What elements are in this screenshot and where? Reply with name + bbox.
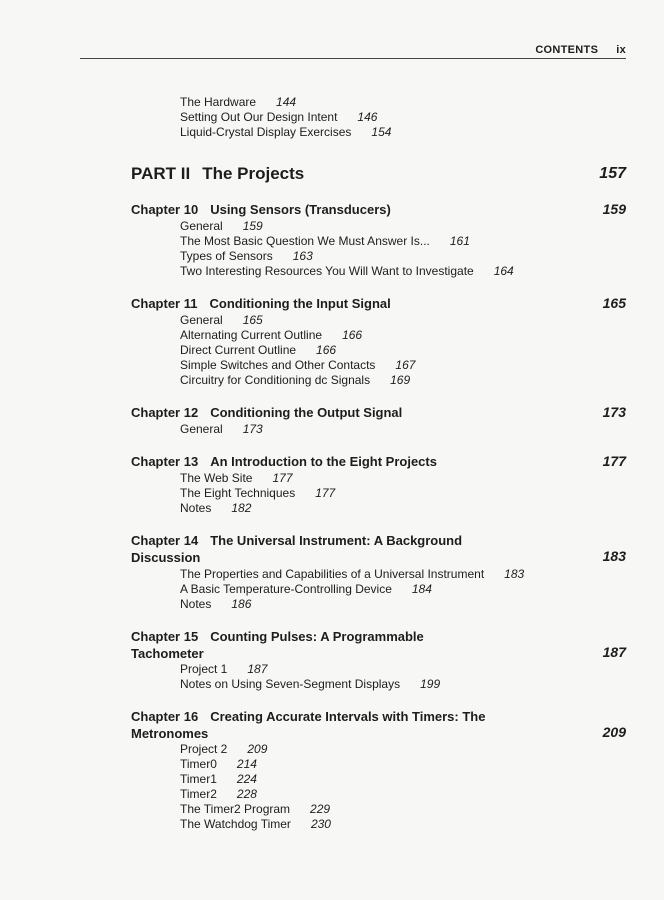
header-rule (80, 58, 626, 59)
toc-entry: The Watchdog Timer 230 (180, 817, 331, 831)
toc-entry: Two Interesting Resources You Will Want to Investigate 164 (180, 264, 514, 278)
chapter-heading: Chapter 16 Creating Accurate Intervals with Timers: The Metronomes (131, 709, 486, 741)
chapter-page-number: 159 (602, 201, 626, 217)
toc-entry: Alternating Current Outline 166 (180, 328, 363, 342)
toc-entry: Notes on Using Seven-Segment Displays 199 (180, 677, 441, 691)
toc-entry: The Timer2 Program 229 (180, 802, 331, 816)
toc-entry: Timer2 228 (180, 787, 257, 801)
toc-entry: Liquid-Crystal Display Exercises 154 (180, 125, 392, 139)
toc-entry: Notes 182 (180, 501, 252, 515)
toc-entry: General 165 (180, 313, 263, 327)
chapter-page-number: 165 (602, 295, 626, 311)
toc-entry: Types of Sensors 163 (180, 249, 313, 263)
toc-entry: The Most Basic Question We Must Answer Is... 161 (180, 234, 470, 248)
running-head (535, 44, 626, 56)
toc-entry: The Properties and Capabilities of a Universal Instrument 183 (180, 567, 525, 581)
chapter-page-number: 209 (602, 724, 626, 740)
toc-entry: Direct Current Outline 166 (180, 343, 337, 357)
toc-entry: Timer0 214 (180, 757, 257, 771)
chapter-heading: Chapter 13 An Introduction to the Eight Projects (131, 454, 437, 469)
chapter-page-number: 183 (602, 548, 626, 564)
toc-entry: A Basic Temperature-Controlling Device 184 (180, 582, 432, 596)
chapter-heading: Chapter 11 Conditioning the Input Signal (131, 296, 391, 311)
running-head-page-number: ix (616, 44, 626, 56)
toc-entry: Timer1 224 (180, 772, 257, 786)
part-page-number: 157 (599, 165, 626, 182)
chapter-heading: Chapter 15 Counting Pulses: A Programmable Tachometer (131, 629, 424, 661)
toc-entry: The Web Site 177 (180, 471, 293, 485)
toc-entry: Setting Out Our Design Intent 146 (180, 110, 378, 124)
toc-entry: Project 1 187 (180, 662, 268, 676)
toc-entry: General 159 (180, 219, 263, 233)
toc-entry: The Hardware 144 (180, 95, 297, 109)
part-heading: PART II The Projects (131, 164, 305, 183)
toc-entry: Simple Switches and Other Contacts 167 (180, 358, 416, 372)
chapter-heading: Chapter 12 Conditioning the Output Signal (131, 405, 403, 420)
toc-entry: General 173 (180, 422, 263, 436)
chapter-page-number: 187 (602, 644, 626, 660)
toc-entry: Circuitry for Conditioning dc Signals 169 (180, 373, 411, 387)
running-head-title: CONTENTS (535, 44, 599, 56)
chapter-page-number: 173 (602, 404, 626, 420)
toc-entry: Project 2 209 (180, 742, 268, 756)
toc-entry: Notes 186 (180, 597, 252, 611)
toc-entry: The Eight Techniques 177 (180, 486, 336, 500)
chapter-heading: Chapter 14 The Universal Instrument: A Background Discussion (131, 533, 463, 565)
chapter-page-number: 177 (602, 453, 626, 469)
chapter-heading: Chapter 10 Using Sensors (Transducers) (131, 202, 391, 217)
